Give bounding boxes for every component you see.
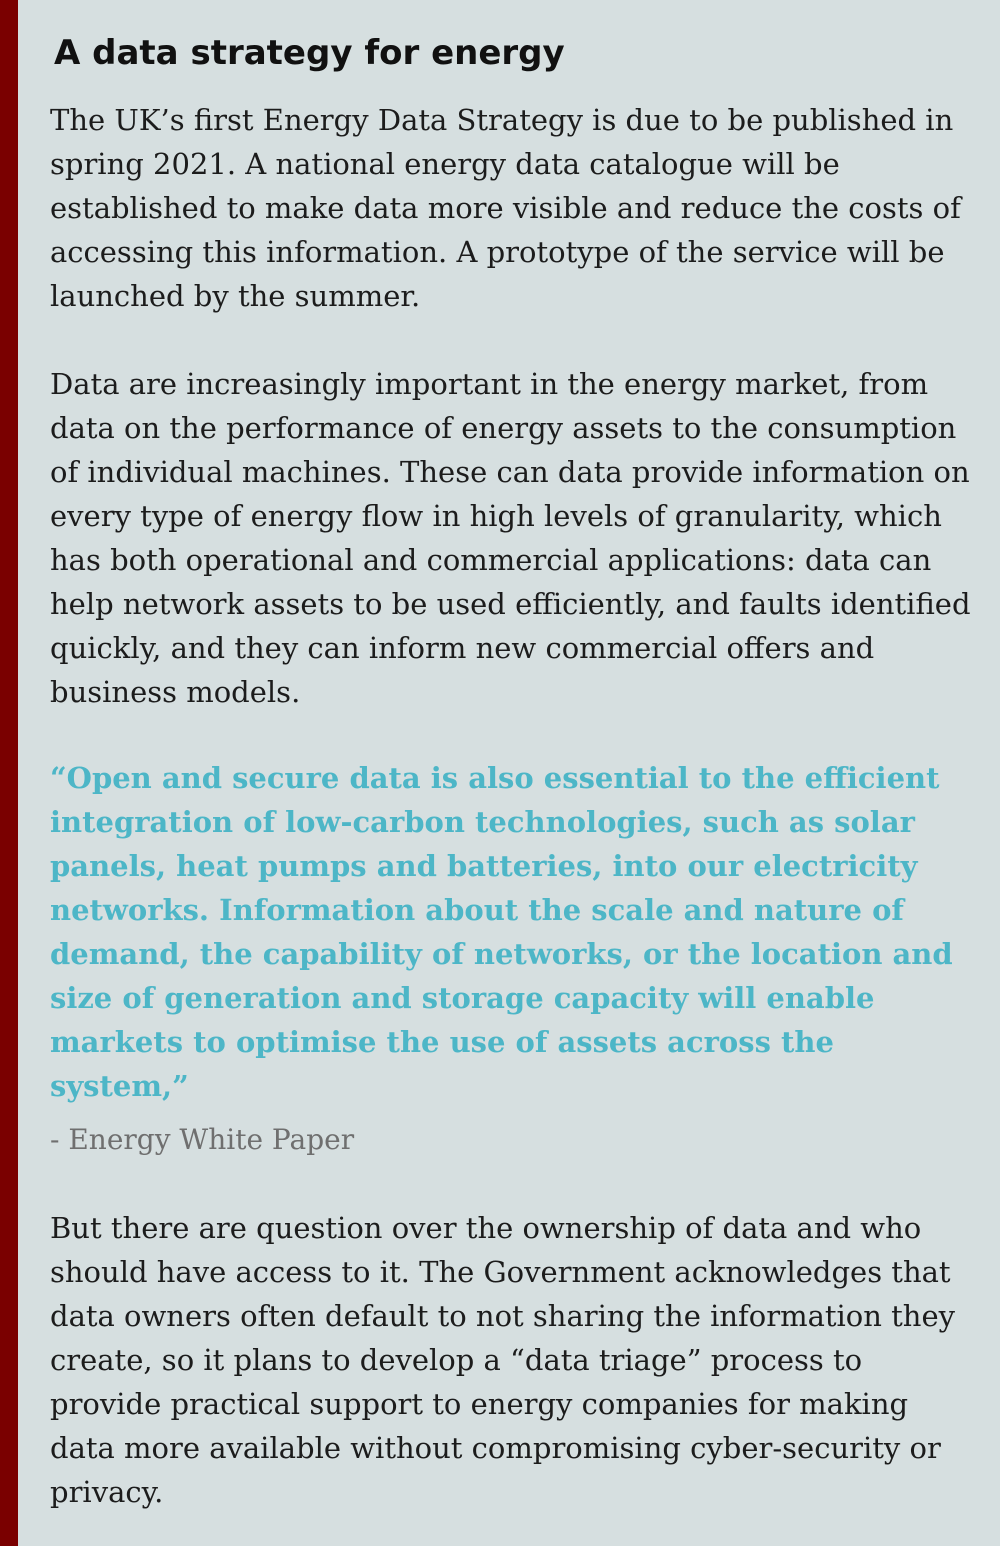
paragraph-market: Data are increasingly important in the energy market, from data on the performance of energy assets to the consumption of individual machines. These can data provide information on every type of energy flow in high levels of granularity, which has both operational and commercial applications: data can help network assets to be used efficiently, and faults identified quickly, and they can inform new commercial offers and business models.	[50, 367, 971, 709]
accent-bar	[0, 0, 18, 1546]
paragraph-intro: The UK’s first Energy Data Strategy is due to be published in spring 2021. A national energy data catalogue will be established to make data more visible and reduce the costs of accessing this information. A prototype of the service will be launched by the summer.	[50, 103, 961, 313]
paragraph-ownership: But there are question over the ownership of data and who should have access to it. The Government acknowledges that data owners often default to not sharing the information they create, so it plans to develop a “data triage” process to provide practical support to energy companies for making data more available without compromising cyber-security or privacy.	[50, 1211, 956, 1509]
pull-quote: “Open and secure data is also essential to the efficient integration of low-carbon technologies, such as solar panels, heat pumps and batteries, into our electricity networks. Information about the scale and nature of demand, the capability of networks, or the location and size of generation and storage capacity will enable markets to optimise the use of assets across the system,”	[50, 761, 953, 1103]
quote-attribution: - Energy White Paper	[50, 1123, 355, 1156]
article-panel	[50, 22, 980, 1514]
article-title: A data strategy for energy	[54, 33, 565, 73]
